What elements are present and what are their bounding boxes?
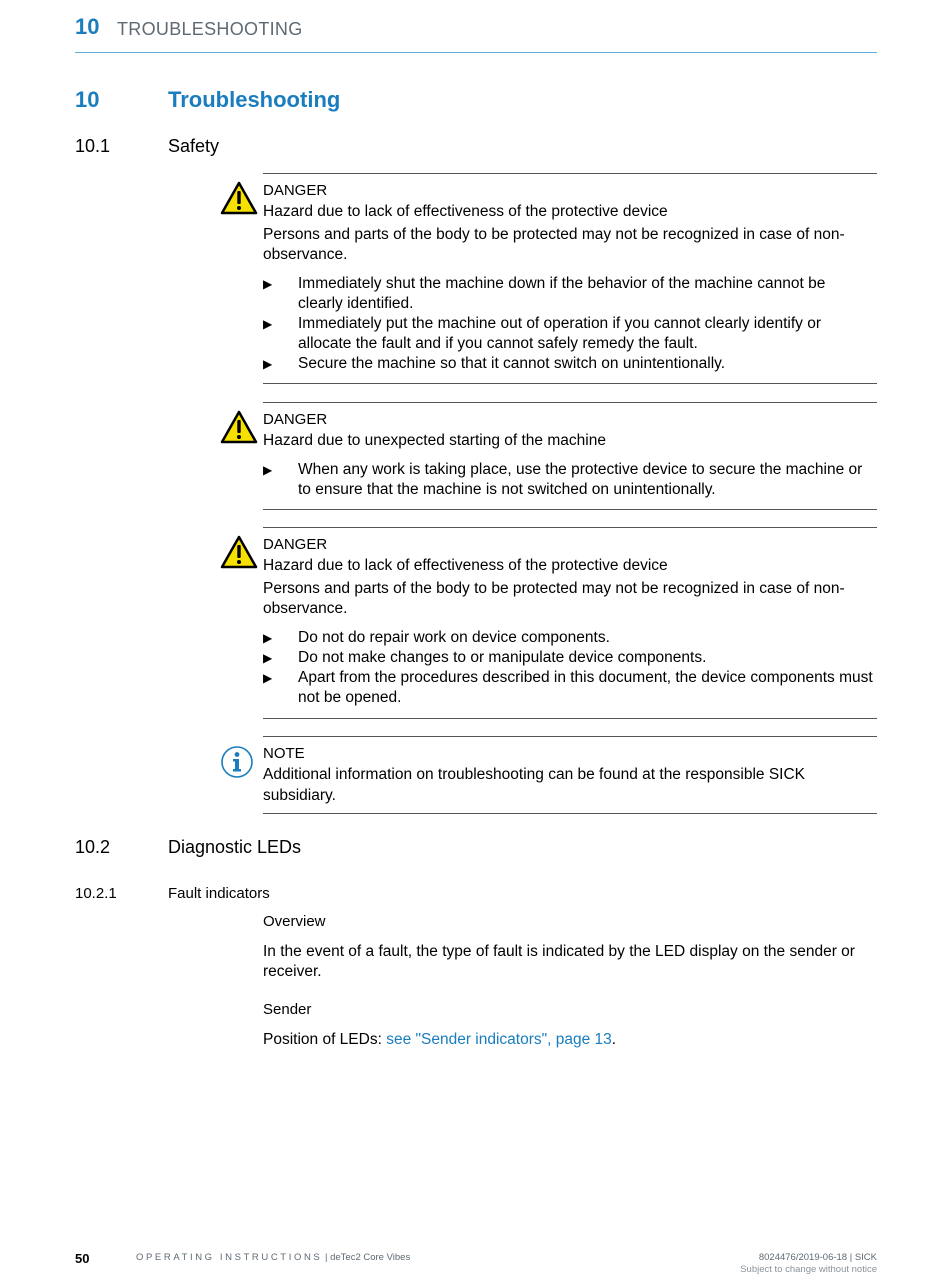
- list-item: ▶ Immediately put the machine out of operation if you cannot clearly identify or allocate the fault and if you cannot safely remedy the fault.: [263, 315, 821, 352]
- note-box: [263, 736, 877, 814]
- page-number: 50: [75, 1251, 90, 1266]
- list-item: ▶ Secure the machine so that it cannot switch on unintentionally.: [263, 355, 726, 372]
- subsection-number: 10.2.1: [75, 885, 117, 902]
- triangle-bullet-icon: ▶: [263, 277, 273, 291]
- danger-headline: Hazard due to lack of effectiveness of the protective device: [263, 557, 668, 574]
- danger-box: [263, 527, 877, 719]
- action-list: [263, 274, 877, 374]
- triangle-bullet-icon: ▶: [263, 463, 273, 477]
- list-item: ▶ Do not make changes to or manipulate device components.: [263, 649, 707, 666]
- sender-text: Position of LEDs: see "Sender indicators", page 13.: [263, 1031, 617, 1048]
- note-text: Additional information on troubleshooting can be found at the responsible SICK subsidiary.: [263, 766, 805, 804]
- list-item: ▶ Immediately shut the machine down if the behavior of the machine cannot be clearly identified.: [263, 275, 826, 312]
- danger-headline: Hazard due to unexpected starting of the machine: [263, 432, 606, 449]
- warning-triangle-icon: [220, 535, 258, 569]
- action-list: [263, 628, 877, 708]
- list-item: ▶ When any work is taking place, use the protective device to secure the machine or to ensure that the machine is not switched on unintentionally.: [263, 461, 863, 498]
- footer-notice: Subject to change without notice: [740, 1264, 877, 1275]
- danger-paragraph: Persons and parts of the body to be protected may not be recognized in case of non-observance.: [263, 580, 845, 617]
- subsection-title: Fault indicators: [168, 885, 270, 902]
- triangle-bullet-icon: ▶: [263, 651, 273, 665]
- running-header-number: 10: [75, 14, 100, 39]
- list-item: ▶ Apart from the procedures described in this document, the device components must not be opened.: [263, 669, 873, 706]
- triangle-bullet-icon: ▶: [263, 671, 273, 685]
- warning-triangle-icon: [220, 410, 258, 444]
- section-number: 10.2: [75, 837, 111, 857]
- footer-doc-info: OPERATING INSTRUCTIONS | deTec2 Core Vibes: [136, 1252, 411, 1263]
- section-number: 10.1: [75, 136, 111, 156]
- danger-box: [263, 173, 877, 384]
- triangle-bullet-icon: ▶: [263, 357, 273, 371]
- overview-heading: Overview: [263, 913, 326, 930]
- triangle-bullet-icon: ▶: [263, 631, 273, 645]
- section-title: Diagnostic LEDs: [168, 837, 302, 857]
- triangle-bullet-icon: ▶: [263, 317, 273, 331]
- action-list: [263, 460, 877, 500]
- warning-triangle-icon: [220, 181, 258, 215]
- note-label: NOTE: [263, 745, 305, 762]
- info-icon: [220, 745, 254, 779]
- overview-text: In the event of a fault, the type of fault is indicated by the LED display on the sender or receiver.: [263, 943, 855, 980]
- danger-headline: Hazard due to lack of effectiveness of the protective device: [263, 203, 668, 220]
- footer-doc-ref: 8024476/2019-06-18 | SICK: [758, 1252, 877, 1263]
- danger-label: DANGER: [263, 411, 328, 428]
- danger-paragraph: Persons and parts of the body to be protected may not be recognized in case of non-observance.: [263, 226, 845, 263]
- header-rule: [75, 52, 877, 53]
- danger-label: DANGER: [263, 182, 328, 199]
- chapter-number: 10: [75, 87, 100, 112]
- sender-heading: Sender: [263, 1001, 312, 1018]
- danger-box: [263, 402, 877, 510]
- sender-indicators-link[interactable]: see "Sender indicators", page 13: [386, 1031, 612, 1048]
- running-header-title: TROUBLESHOOTING: [117, 19, 303, 39]
- list-item: ▶ Do not do repair work on device components.: [263, 629, 610, 646]
- chapter-title: Troubleshooting: [168, 87, 341, 112]
- danger-label: DANGER: [263, 536, 328, 553]
- section-title: Safety: [168, 136, 220, 156]
